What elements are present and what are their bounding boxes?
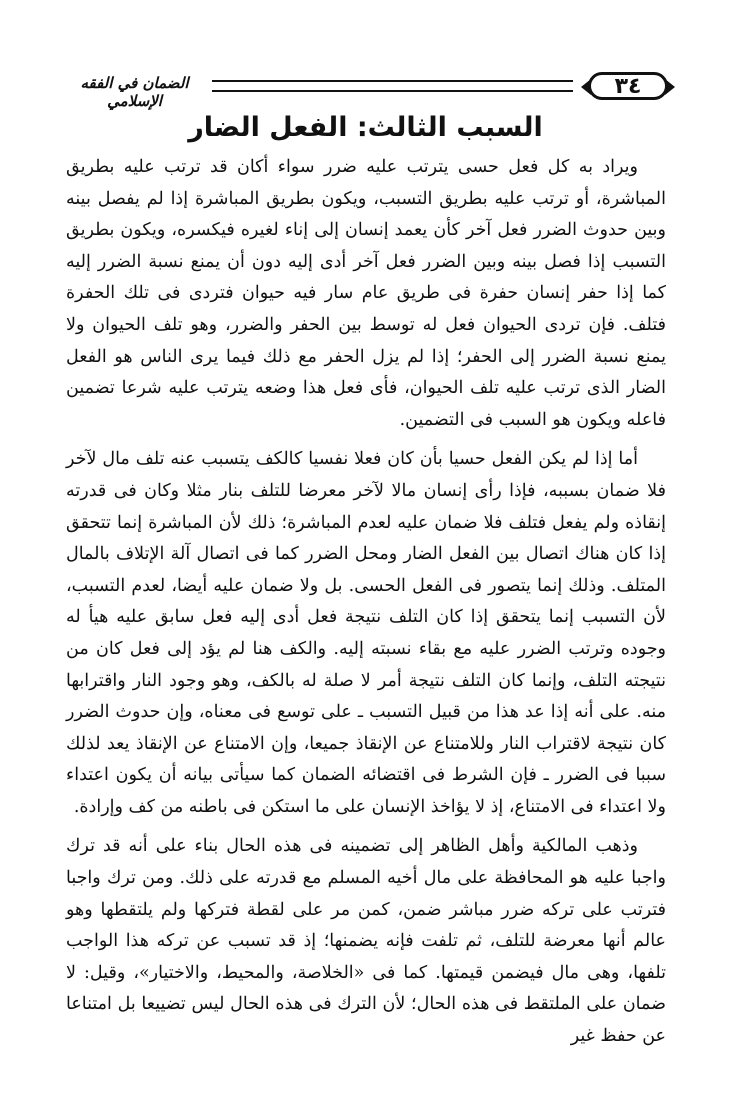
paragraph-1: ويراد به كل فعل حسى يترتب عليه ضرر سواء أكان قد ترتب عليه بطريق المباشرة، أو ترتب عليه بطريق التسبب، ويكون بطريق المباشرة إذا لم يفصل بينه وبين حدوث الضرر فعل آخر كأن يعمد إنسان إلى إناء لغيره فيكسره، ويكون بطريق التسبب إذا فصل بينه وبين الضرر فعل آخر أدى إليه دون أن يمنع نسبة الضرر إليه كما إذا حفر إنسان حفرة فى طريق عام سار فيه حيوان فتردى فى تلك الحفرة فتلف. فإن تردى الحيوان فعل له توسط بين الحفر والضرر، وهو تلف الحيوان ولا يمنع نسبة الضرر إلى الحفر؛ إذا لم يزل الحفر مع ذلك فيما يرى الناس هو الفعل الضار الذى ترتب عليه تلف الحيوان، فأى فعل هذا وضعه يترتب عليه شرعا تضمين فاعله ويكون هو السبب فى التضمين. [66, 157, 666, 430]
paragraph-3: وذهب المالكية وأهل الظاهر إلى تضمينه فى هذه الحال بناء على أنه قد ترك واجبا عليه هو المحافظة على مال أخيه المسلم مع قدرته على ذلك. ومن ترك واجبا فترتب على تركه ضرر مباشر ضمن، كمن مر على لقطة فتركها ولم يلتقطها وهو عالم أنها معرضة للتلف، ثم تلفت فإنه يضمنها؛ إذ قد تسبب عن تركه هذا الواجب تلفها، وهى مال فيضمن قيمتها. كما فى «الخلاصة، والمحيط، والاختيار»، وقيل: لا ضمان على الملتقط فى هذه الحال؛ لأن الترك فى هذه الحال ليس تضييعا بل امتناعا عن حفظ غير [66, 836, 666, 1047]
body-text [66, 152, 666, 1061]
badge-arrow-right-icon [665, 79, 675, 95]
page-number: ٣٤ [614, 73, 642, 99]
running-header [62, 70, 668, 110]
page-number-badge [588, 72, 668, 100]
running-title: الضمان في الفقه الإسلامي [80, 74, 189, 110]
paragraph-2: أما إذا لم يكن الفعل حسيا بأن كان فعلا نفسيا كالكف يتسبب عنه تلف مال لآخر فلا ضمان بسببه، فإذا رأى إنسان مالا لآخر معرضا للتلف بنار مثلا وكان فى قدرته إنقاذه ولم يفعل فتلف فلا ضمان عليه لعدم المباشرة؛ ذلك لأن المباشرة إنما تتحقق إذا كان هناك اتصال بين الفعل الضار ومحل الضرر كما فى اتصال آلة الإتلاف بالمال المتلف. وذلك إنما يتصور فى الفعل الحسى. بل ولا ضمان عليه أيضا، لعدم التسبب، لأن التسبب إنما يتحقق إذا كان التلف نتيجة فعل أدى إليه فعل سابق عليه هيأ له وجوده وترتب الضرر عليه مع بقاء نسبته إليه. والكف هنا لم يؤد إلى فعل كان من نتيجته التلف، وإنما كان التلف نتيجة أمر لا صلة له بالكف، وهو وجود النار واقترابها منه. على أنه إذا عد هذا من قبيل التسبب ـ على توسع فى معناه، وإن حدوث الضرر كان نتيجة لاقتراب النار وللامتناع عن الإنقاذ جميعا، وإن الامتناع عن الإنقاذ يعد لذلك سببا فى الضرر ـ فإن الشرط فى اقتضائه الضمان كما سيأتى بيانه أن يكون اعتداء ولا اعتداء فى الامتناع، إذ لا يؤاخذ الإنسان على ما استكن فى باطنه من كف وإرادة. [66, 449, 666, 817]
header-rule [212, 80, 573, 92]
badge-arrow-left-icon [581, 79, 591, 95]
section-title: السبب الثالث: الفعل الضار [188, 112, 543, 143]
